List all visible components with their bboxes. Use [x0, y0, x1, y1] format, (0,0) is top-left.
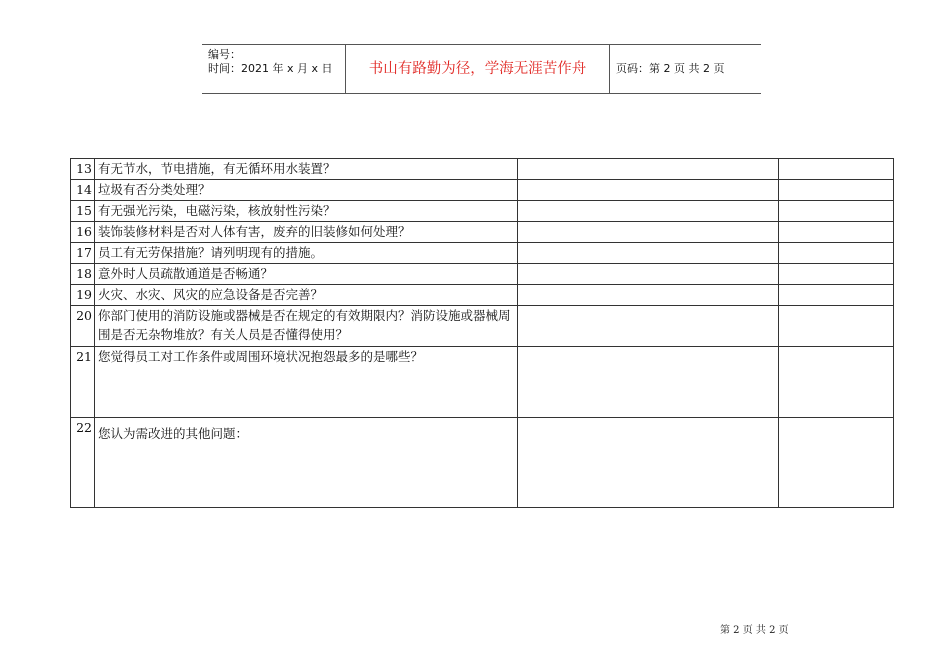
table-row	[71, 180, 894, 201]
remark-cell[interactable]	[779, 243, 894, 264]
question-text: 员工有无劳保措施？请列明现有的措施。	[95, 243, 518, 264]
table-row	[71, 201, 894, 222]
remark-cell[interactable]	[779, 285, 894, 306]
time-label: 时间：2021 年 x 月 x 日	[208, 62, 333, 75]
row-number: 19	[71, 285, 95, 306]
row-number: 18	[71, 264, 95, 285]
row-number: 15	[71, 201, 95, 222]
code-label: 编号：	[208, 48, 241, 61]
header-motto: 书山有路勤为径，学海无涯苦作舟	[346, 45, 610, 93]
question-text: 您认为需改进的其他问题：	[95, 418, 518, 508]
remark-cell[interactable]	[779, 306, 894, 347]
table-row	[71, 159, 894, 180]
answer-cell[interactable]	[518, 201, 779, 222]
header-page-label: 页码：第 2 页 共 2 页	[616, 62, 725, 75]
answer-cell[interactable]	[518, 243, 779, 264]
row-number: 14	[71, 180, 95, 201]
question-text: 垃圾有否分类处理？	[95, 180, 518, 201]
table-row	[71, 306, 894, 347]
question-text: 有无强光污染，电磁污染，核放射性污染？	[95, 201, 518, 222]
table-row	[71, 222, 894, 243]
table-row	[71, 285, 894, 306]
header-meta-cell	[202, 45, 346, 93]
answer-cell[interactable]	[518, 180, 779, 201]
answer-cell[interactable]	[518, 418, 779, 508]
answer-cell[interactable]	[518, 264, 779, 285]
question-text: 意外时人员疏散通道是否畅通？	[95, 264, 518, 285]
remark-cell[interactable]	[779, 222, 894, 243]
row-number: 16	[71, 222, 95, 243]
remark-cell[interactable]	[779, 418, 894, 508]
remark-cell[interactable]	[779, 201, 894, 222]
answer-cell[interactable]	[518, 285, 779, 306]
answer-cell[interactable]	[518, 347, 779, 418]
table-row	[71, 347, 894, 418]
answer-cell[interactable]	[518, 159, 779, 180]
remark-cell[interactable]	[779, 264, 894, 285]
questionnaire-table	[70, 158, 894, 508]
page-footer: 第 2 页 共 2 页	[720, 625, 789, 636]
remark-cell[interactable]	[779, 180, 894, 201]
question-text: 有无节水，节电措施，有无循环用水装置？	[95, 159, 518, 180]
remark-cell[interactable]	[779, 159, 894, 180]
row-number: 20	[71, 306, 95, 347]
row-number: 22	[71, 418, 95, 508]
question-text: 您觉得员工对工作条件或周围环境状况抱怨最多的是哪些？	[95, 347, 518, 418]
table-row	[71, 243, 894, 264]
page-header	[202, 44, 761, 94]
question-text: 火灾、水灾、风灾的应急设备是否完善？	[95, 285, 518, 306]
question-text: 装饰装修材料是否对人体有害，废弃的旧装修如何处理？	[95, 222, 518, 243]
row-number: 13	[71, 159, 95, 180]
answer-cell[interactable]	[518, 306, 779, 347]
answer-cell[interactable]	[518, 222, 779, 243]
table-row	[71, 264, 894, 285]
row-number: 17	[71, 243, 95, 264]
question-text: 你部门使用的消防设施或器械是否在规定的有效期限内？消防设施或器械周围是否无杂物堆放？有关人员是否懂得使用？	[95, 306, 518, 347]
table-row	[71, 418, 894, 508]
remark-cell[interactable]	[779, 347, 894, 418]
row-number: 21	[71, 347, 95, 418]
